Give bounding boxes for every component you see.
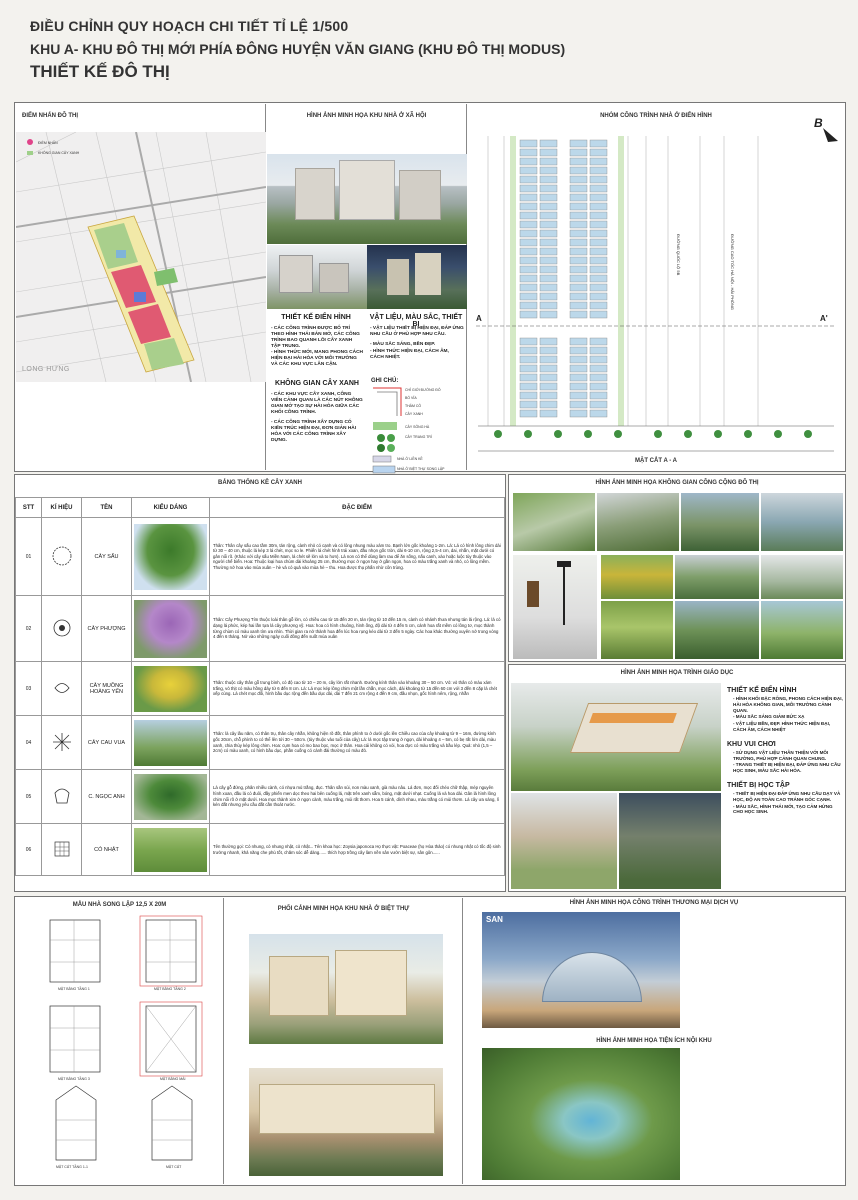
commerce-title: HÌNH ẢNH MINH HỌA CÔNG TRÌNH THƯƠNG MẠI DỊCH VỤ xyxy=(569,900,739,906)
tree-symbol-icon xyxy=(51,677,73,699)
road-label: ĐƯỜNG CAO TỐC HÀ NỘI - HẢI PHÒNG xyxy=(730,234,735,310)
villa-perspective-panel xyxy=(225,898,463,1184)
plan-label: MẶT BẰNG TẦNG 3 xyxy=(58,1077,90,1081)
green-space-item: - CÁC KHU VỰC CÂY XANH, CÔNG VIÊN CẢNH QUAN LÀ CÁC NÚT KHÔNG GIAN MỞ TẠO SỰ HÀI HÒA GIỮA CÁC KHỐI CÔNG TRÌNH. xyxy=(271,392,363,415)
public-space-photo xyxy=(513,493,595,551)
table-row: 06 CỎ NHẬT Tên thường gọi: Cỏ nhung, cỏ nhung nhật, cỏ nhật... Tên khoa học: Zoysia japonoca Họ thực vật: Poaceae (họ Hòa thảo) có nhung nhật có tốc độ sinh trưởng nhanh, khả năng che phủ tốt, chăm sóc dễ dàng...... thích hợp trồng cây làm nền sân vườn biệt sự, sân gôn...... xyxy=(16,824,505,876)
public-space-photo xyxy=(761,601,843,659)
tree-symbol-icon xyxy=(51,617,73,639)
education-group-heading: THIẾT BỊ HỌC TẬP xyxy=(727,781,790,789)
section-mark-right: A' xyxy=(820,314,828,323)
site-location-map xyxy=(16,132,266,382)
housing-group-plan xyxy=(468,126,844,456)
road-label: ĐƯỜNG QUỐC LỘ 5B xyxy=(676,234,681,276)
plan-label: MẶT CẮT TẦNG 1-1 xyxy=(56,1165,88,1169)
education-group-item: - SỬ DỤNG VẬT LIỆU THÂN THIỆN VỚI MÔI TRƯỜNG, PHÙ HỢP CẢNH QUAN CHUNG. xyxy=(733,749,829,761)
brand-label: SAN xyxy=(486,915,503,924)
place-label: LONG HƯNG xyxy=(22,366,70,373)
education-group-heading: KHU VUI CHƠI xyxy=(727,740,776,748)
housing-group-title: NHÓM CÔNG TRÌNH NHÀ Ở ĐIỂN HÌNH xyxy=(600,113,712,119)
urban-accent-panel xyxy=(16,104,266,470)
title-line-3: THIẾT KẾ ĐÔ THỊ xyxy=(30,62,170,81)
material-heading: VẬT LIỆU, MÀU SẮC, THIẾT BỊ xyxy=(369,314,463,328)
tree-symbol-icon xyxy=(51,545,73,567)
education-group-heading: THIẾT KẾ ĐIỂN HÌNH xyxy=(727,687,797,694)
tree-table-title: BẢNG THỐNG KÊ CÂY XANH xyxy=(218,480,302,486)
title-line-1: ĐIỀU CHỈNH QUY HOẠCH CHI TIẾT TỈ LỆ 1/500 xyxy=(30,18,349,34)
public-space-photo xyxy=(597,493,679,551)
legend-item: THẢM CỎ xyxy=(405,404,422,408)
design-heading: THIẾT KẾ ĐIỂN HÌNH xyxy=(281,314,351,321)
legend-item: CÂY SÔNG HÀ xyxy=(405,425,430,429)
utility-photo xyxy=(482,1048,680,1180)
public-space-photo xyxy=(761,555,843,599)
social-housing-photo-right xyxy=(367,245,467,309)
tree-table-panel xyxy=(14,474,506,892)
villa-photo xyxy=(249,1068,443,1176)
villa-floor-plans xyxy=(16,910,224,1180)
legend-heading: GHI CHÚ: xyxy=(371,378,399,384)
tree-photo xyxy=(134,600,207,658)
tree-photo xyxy=(134,666,207,712)
table-row: 05 C. NGỌC ANH Là cây gỗ đứng, phân nhiều cành, có nhựa mủ trắng, đục. Thân sần sùi, non màu xanh, già màu nâu. Lá đơn, mọc đối chéo chữ thập, mép nguyên hình xoan, đầu lá có đuôi, đầy phiến men dọc theo hai bên cuống lá, mặt trên xanh sẫm, bóng, mặt dưới nhạt. Cuống lá và hoa dài. Gân lá hình lông chim nổi rõ ở mặt dưới. Hoa mọc thành xim ở ngọn cành, màu trắng, mùi rất thơm. Hoa 5 cánh, dính nhau, màu trắng có mùi thơm. Lá cây ưa sáng, lí kén đất nhưng yêu cầu đất cần thoát nước. xyxy=(16,770,505,824)
education-group-item: - MÀU SẮC, HÌNH THÁI MỚI, TẠO CẢM HỨNG CHO HỌC SINH. xyxy=(733,803,833,815)
education-group-item: - HÌNH KHỐI ĐẶC RỖNG, PHONG CÁCH HIỆN ĐẠI, HÀI HÒA KHÔNG GIAN, MÔI TRƯỜNG CẢNH QUAN. xyxy=(733,696,843,713)
legend-symbols xyxy=(371,386,467,476)
col-header: KÍ HIỆU xyxy=(42,498,82,518)
legend-item: BÓ VỈA xyxy=(405,396,417,400)
title-line-2: KHU A- KHU ĐÔ THỊ MỚI PHÍA ĐÔNG HUYỆN VĂN GIANG (KHU ĐÔ THỊ MODUS) xyxy=(30,41,566,57)
villa-plan-title: MẪU NHÀ SONG LẬP 12,5 X 20M xyxy=(72,902,167,908)
green-space-heading: KHÔNG GIAN CÂY XANH xyxy=(275,380,359,387)
public-space-panel xyxy=(508,474,846,662)
plan-label: MẶT BẰNG TẦNG 1 xyxy=(58,987,90,991)
green-space-item: - CÁC CÔNG TRÌNH XÂY DỰNG CÓ KIẾN TRÚC HIỆN ĐẠI, ĐƠN GIẢN HÀI HÒA VỚI CÁC CÔNG TRÌNH XÂY DỰNG. xyxy=(271,420,357,443)
urban-accent-title: ĐIỂM NHẤN ĐÔ THỊ xyxy=(22,113,78,119)
col-header: TÊN xyxy=(82,498,132,518)
public-space-photo xyxy=(681,493,759,551)
section-mark-left: A xyxy=(476,314,482,323)
education-group-item: - MÀU SẮC SÁNG GIẢM BỨC XẠ xyxy=(733,714,805,720)
school-photo xyxy=(511,793,617,889)
villa-photo xyxy=(249,934,443,1044)
legend-item: CÂY XANH xyxy=(405,412,423,416)
villa-plan-panel xyxy=(16,898,224,1184)
social-housing-title: HÌNH ẢNH MINH HỌA KHU NHÀ Ở XÃ HỘI xyxy=(306,113,427,119)
north-compass-icon: B xyxy=(814,116,823,130)
social-housing-panel xyxy=(267,104,467,470)
design-item: - CÁC CÔNG TRÌNH ĐƯỢC BỐ TRÍ THEO HÌNH THÁI BÁN MỞ, CÁC CÔNG TRÌNH BAO QUANH LÕI CÂY XANH TẬP TRUNG. xyxy=(271,326,360,349)
commerce-utility-panel xyxy=(464,898,844,1184)
public-space-photo xyxy=(675,555,759,599)
legend-item: NHÀ Ở BIỆT THỰ SONG LẬP xyxy=(397,467,445,471)
commerce-photo xyxy=(482,912,680,1028)
table-row: 04 CÂY CAU VUA Thân: là cây lâu năm, có thân trụ, thân cây nhẵn, không hiện rõ đốt, thân phình to ở dưới gốc lên Chiều cao của cây khoảng từ 9 – 16m, đường kính gốc 20cm, chỗ phình to có thể lên tới 30 – 50cm. (tùy thuộc vào tuổi của cây) Lá: lá mọc tập trung ở ngọn, dài khoảng 4 – 5m, có bẹ rất lớn dài, màu xanh, chia thùy kép lông chim. Hoa: cụm hoa có mo bao bọc, mọc ở thân. Hoa cái không có vòi, hoa đực có màu trắng và bầu lép. Quả: nhỏ (1,5 – 2cm) có màu xanh, có hình bầu dục, phần cuống có cánh đài thường có màu đỏ. xyxy=(16,716,505,770)
public-space-photo xyxy=(675,601,759,659)
table-row: 01 CÂY SẤU Thân: Thân cây sấu cao tầm 30m, tán rộng, cành nhỏ có cạnh và có lông nhung màu xám tro. Bạnh lớn gốc khoảng 1-2m. Lá: Lá có hình lông chim dài từ 30 – 40 cm, thuộc lá kép 3 lá chét, mọc so le. Phiến lá chét hình trái xoan, đầu nhọn gốc tròn, dài 6-10 cm, rộng 2,5-4 cm, dai, nhẵn, mặt dưới có gân nổi rõ. (Khác với cây sấu Miền Nam, lá chét sẽ lớn và to hơn). Lá non có thể dùng làm rau để ăn sống, nấu canh, xào hoặc luộc tùy thuộc vào người chế biến. Hoa: Thuộc loại hoa chùm dài khoảng 25 cm, thường mọc ở ngọn hay ở gần ngọn, hoa có màu trắng xanh và nhỏ, có lông mềm. Thường nở hoa vào mùa xuân – hè và có quả vào mùa hè – thu. Hoa được thụ phấn nhờ côn trùng. xyxy=(16,518,505,596)
education-title: HÌNH ẢNH MINH HỌA TRÌNH GIÁO DỤC xyxy=(620,670,734,676)
legend-item: CHỈ GIỚI ĐƯỜNG ĐỎ xyxy=(405,388,441,392)
plan-label: MẶT CẮT xyxy=(166,1165,182,1169)
legend-accent-label: ĐIỂM NHẤN xyxy=(38,141,58,145)
plan-label: MẶT BẰNG TẦNG 2 xyxy=(154,987,186,991)
table-row: 03 CÂY MUỒNG HOÀNG YẾN Thân: thuộc cây thân gỗ trung bình, có độ cao từ 10 – 20 m, cây lớn rất nhanh. Đường kính thân vào khoảng 30 – 50 cm. Vỏ: vỏ thân có màu xám trắng, vỏ thịt có màu hồng dày từ 6 đến 8 cm. Lá: Lá mọc kép lông chim một lần chẵn, mọc cách, dài khoảng từ 15 đến 60 cm với 3 đến 8 cặp lá chét xếp cùng. Lá chét mọc đối, hình bầu dục rộng đến bầu dục dài, dài 7 đến 21 cm rộng 4 đến 9 cm, đầu nhọn, gốc hình nêm, rộng, nhẵn xyxy=(16,662,505,716)
legend-item: NHÀ Ở LIỀN KỀ xyxy=(397,457,423,461)
education-group-item: - TRANG THIẾT BỊ HIỆN ĐẠI, ĐÁP ỨNG NHU CẦU HỌC SINH, MÀU SẮC HÀI HÒA. xyxy=(733,762,841,774)
public-space-photo xyxy=(601,601,673,659)
col-header: KIỂU DÁNG xyxy=(132,498,210,518)
education-group-item: - VẬT LIỆU BỀN, ĐẸP. HÌNH THỨC HIỆN ĐẠI, CÁCH ÂM, CÁCH NHIỆT xyxy=(733,721,831,732)
school-photo xyxy=(511,683,721,791)
villa-perspective-title: PHỐI CẢNH MINH HỌA KHU NHÀ Ở BIỆT THỰ xyxy=(277,906,410,912)
public-space-photo xyxy=(601,555,673,599)
tree-symbol-icon xyxy=(51,731,73,753)
public-space-photo xyxy=(513,555,597,659)
tree-symbol-icon xyxy=(51,785,73,807)
col-header: STT xyxy=(16,498,42,518)
design-item: - HÌNH THỨC MỚI, MANG PHONG CÁCH HIỆN ĐẠI HÀI HÒA VỚI MÔI TRƯỜNG VÀ CÁC KHU VỰC LÂN CẬN. xyxy=(271,350,364,367)
plan-label: MẶT BẰNG MÁI xyxy=(160,1077,186,1081)
tree-photo xyxy=(134,774,207,820)
section-title: MẶT CẮT A - A xyxy=(635,458,677,464)
legend-item: CÂY TRANG TRÍ xyxy=(405,435,432,439)
legend-green-label: KHÔNG GIAN CÂY XANH xyxy=(38,151,80,155)
tree-table xyxy=(15,497,505,876)
material-item: - MÀU SẮC SÁNG, BỀN ĐẸP. xyxy=(370,342,436,347)
material-item: - HÌNH THỨC HIỆN ĐẠI, CÁCH ÂM, CÁCH NHIỆT. xyxy=(370,349,449,360)
material-item: - VẬT LIỆU THIẾT BỊ HIỆN ĐẠI, ĐÁP ỨNG NHU CẦU Ở PHÙ HỢP NHU CẦU. xyxy=(370,326,464,337)
tree-photo xyxy=(134,720,207,766)
education-panel xyxy=(508,664,846,892)
social-housing-photo-left xyxy=(267,245,367,309)
education-text xyxy=(727,687,843,816)
col-header: ĐẶC ĐIỂM xyxy=(210,498,505,518)
public-space-photo xyxy=(761,493,843,551)
table-row: 02 CÂY PHƯỢNG Thân: Cây Phượng Tím thuộc loài thân gỗ lớn, có chiều cao từ 15 đến 20 m, tán rộng từ 10 đến 15 m, cành có nhánh thưa nhưng tán lá rộng. Lá: lá có dạng lá phức, kép hai lần tựa lá cây phượng vỹ. Hoa: hoa có hình chuông, hình ống, độ dài từ 4 đến 5 cm, cánh hoa rất mềm có lông tơ, mọc thành từng chùm có màu xanh tím ưa nhìn. Thời gian ra nở thành hoa đến lúc hoa rụng kéo dài từ 3 đến 5 ngày. Các hoa khác thường xuyên nở trong vòng 4 đến 6 tháng. Nở vào những ngày cuối đông đến suốt mùa xuân xyxy=(16,596,505,662)
tree-photo xyxy=(134,828,207,872)
public-space-title: HÌNH ẢNH MINH HỌA KHÔNG GIAN CÔNG CỘNG ĐÔ THỊ xyxy=(595,480,759,486)
grass-symbol-icon xyxy=(51,838,73,860)
housing-group-panel xyxy=(468,104,844,470)
social-housing-photo-main xyxy=(267,154,467,244)
tree-photo xyxy=(134,524,207,590)
school-photo xyxy=(619,793,721,889)
utility-title: HÌNH ẢNH MINH HỌA TIỆN ÍCH NỘI KHU xyxy=(596,1038,712,1044)
education-group-item: - THIẾT BỊ HIỆN ĐẠI ĐÁP ỨNG NHU CẦU DẠY VÀ HỌC, ĐỘ AN TOÀN CAO TRÁNH GÓC CẠNH. xyxy=(733,790,841,802)
